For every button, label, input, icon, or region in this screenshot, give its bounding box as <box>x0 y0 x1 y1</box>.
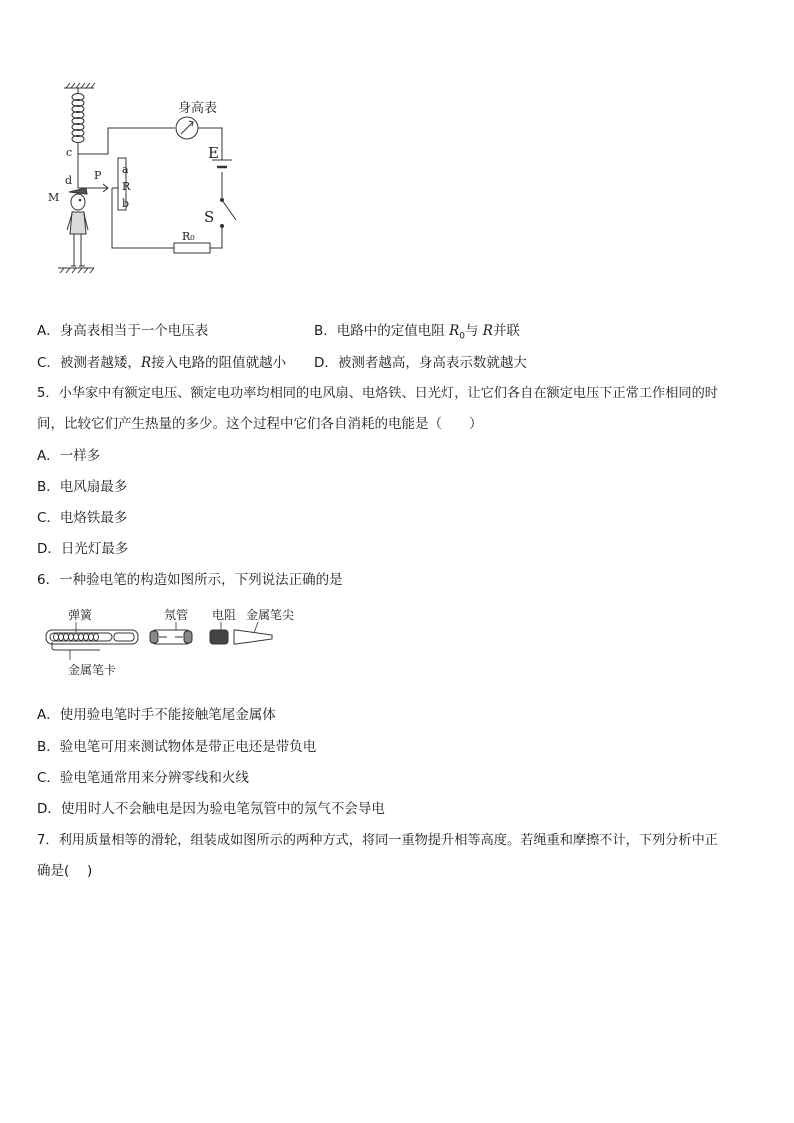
metal-tip-label: 金属笔尖 <box>246 608 295 622</box>
q4-option-b-post: 并联 <box>492 323 520 339</box>
q6-option-b: B．验电笔可用来测试物体是带正电还是带负电 <box>37 739 317 755</box>
resistor-label: 电阻 <box>212 608 237 622</box>
q6-option-c: C．验电笔通常用来分辨零线和火线 <box>37 770 249 786</box>
height-meter-circuit-figure <box>50 80 250 280</box>
q4-option-b <box>314 322 520 346</box>
p-label: P <box>94 169 102 182</box>
spring-coil <box>72 88 84 188</box>
q6-option-d: D．使用时人不会触电是因为验电笔氖管中的氖气不会导电 <box>37 801 385 817</box>
q4-option-c-post: 接入电路的阻值就越小 <box>151 355 287 371</box>
q5-option-c: C．电烙铁最多 <box>37 510 128 526</box>
q4-option-b-r: R <box>482 323 493 339</box>
q5-stem-line-2: 间，比较它们产生热量的多少。这个过程中它们各自消耗的电能是（ ） <box>37 416 483 432</box>
q4-option-d: D．被测者越高，身高表示数就越大 <box>314 355 527 371</box>
person-figure <box>67 188 88 266</box>
q5-option-d: D．日光灯最多 <box>37 541 129 557</box>
switch-label: S <box>204 208 215 226</box>
q4-option-b-pre: B．电路中的定值电阻 <box>314 323 450 339</box>
metal-clip-label: 金属笔卡 <box>68 663 117 677</box>
q7-stem-line-2: 确是( ) <box>37 863 93 879</box>
q6-stem: 6．一种验电笔的构造如图所示，下列说法正确的是 <box>37 572 343 588</box>
q4-option-a: A．身高表相当于一个电压表 <box>37 323 209 339</box>
switch-symbol <box>221 199 237 228</box>
neon-tube-label: 氖管 <box>164 608 189 622</box>
q4-option-c <box>37 354 286 372</box>
fixed-resistor-r0 <box>174 243 210 253</box>
spring-label: 弹簧 <box>68 608 93 622</box>
q4-option-c-r: R <box>140 355 152 371</box>
neon-tube <box>150 630 192 644</box>
c-label: c <box>66 146 73 159</box>
q5-option-b: B．电风扇最多 <box>37 479 128 495</box>
a-label: a <box>122 163 129 176</box>
ceiling-hatch <box>64 83 95 88</box>
q5-option-a: A．一样多 <box>37 448 101 464</box>
test-pencil-figure <box>40 602 310 682</box>
d-label: d <box>65 174 73 187</box>
floor-hatch <box>58 268 94 273</box>
q4-option-b-r0: R <box>449 323 460 339</box>
r0-label: R₀ <box>182 230 195 243</box>
q7-stem-line-1: 7．利用质量相等的滑轮，组装成如图所示的两种方式，将同一重物提升相等高度。若绳重和摩擦不计，下列分析中正 <box>37 833 718 848</box>
q5-stem-line-1: 5．小华家中有额定电压、额定电功率均相同的电风扇、电烙铁、日光灯，让它们各自在额定电压下正常工作相同的时 <box>37 386 718 401</box>
m-label: M <box>48 191 60 204</box>
metal-tip <box>234 630 272 644</box>
q4-option-c-pre: C．被测者越矮， <box>37 355 141 371</box>
q4-option-b-mid: 与 <box>464 323 483 339</box>
q4-option-b-sub: 0 <box>459 331 465 342</box>
r-label: R <box>122 180 131 193</box>
pen-resistor <box>210 630 228 644</box>
q6-option-a: A．使用验电笔时手不能接触笔尾金属体 <box>37 707 276 723</box>
battery-label: E <box>208 144 219 162</box>
circuit-wires <box>78 128 222 248</box>
height-meter-gauge <box>176 117 198 139</box>
b-label: b <box>122 197 130 210</box>
meter-label: 身高表 <box>178 101 218 116</box>
